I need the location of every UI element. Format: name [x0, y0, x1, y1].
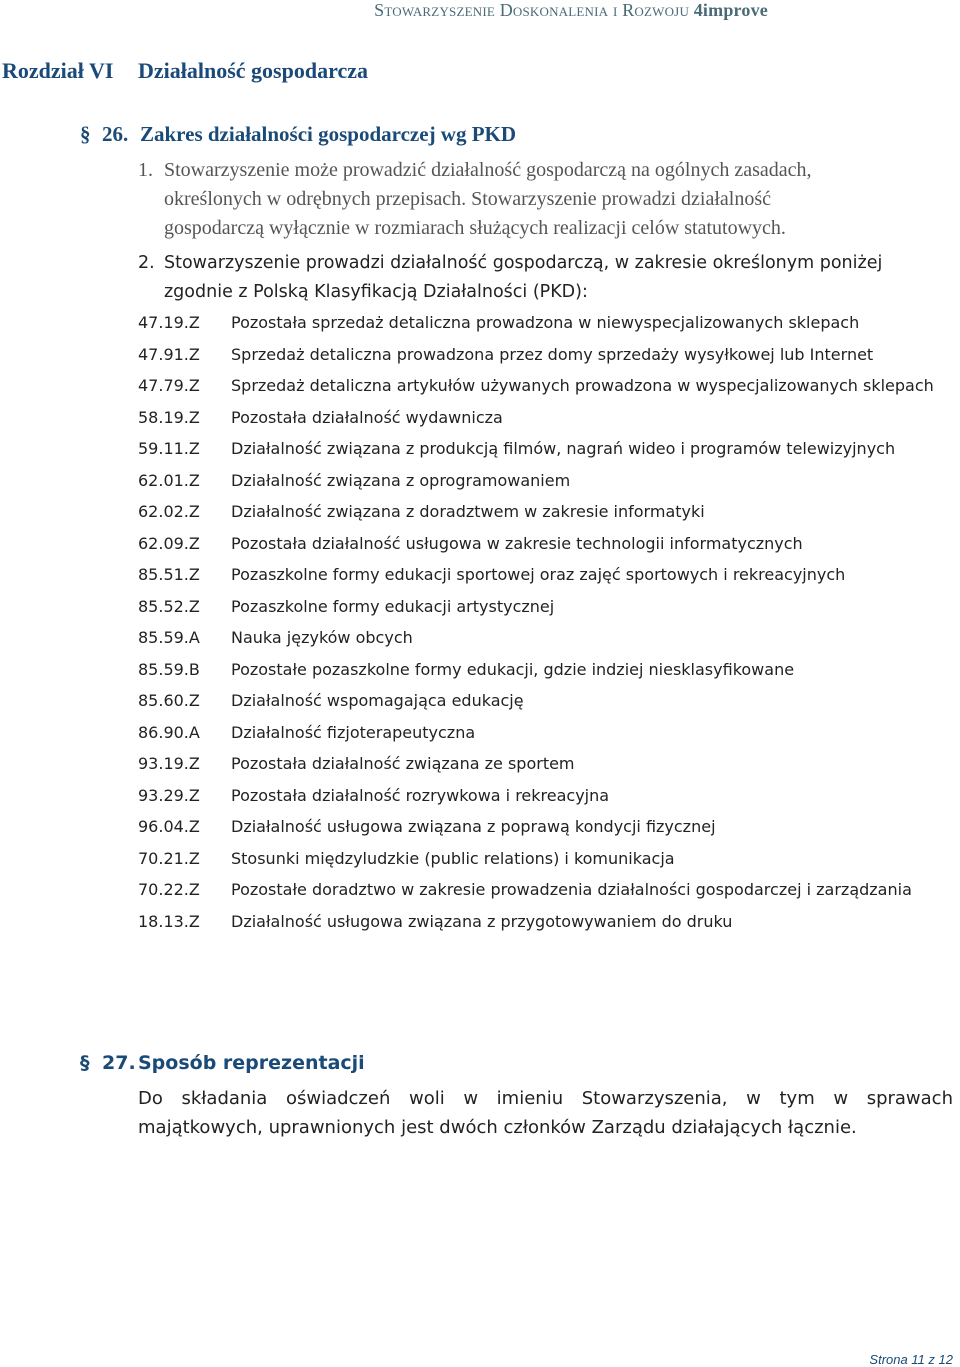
pkd-row: [138, 531, 938, 557]
chapter-title: Działalność gospodarcza: [138, 58, 368, 83]
pkd-code: 62.01.Z: [138, 470, 200, 490]
pkd-row: [138, 342, 938, 368]
section-26-paragraph-1: [138, 156, 953, 243]
pkd-row: [138, 846, 938, 872]
pkd-row: [138, 783, 938, 809]
page-header: [374, 0, 768, 21]
pkd-row: [138, 909, 938, 935]
pkd-description: Sprzedaż detaliczna prowadzona przez domy sprzedaży wysyłkowej lub Internet: [231, 344, 874, 364]
pkd-row: [138, 468, 938, 494]
header-brand: 4improve: [693, 0, 768, 20]
pkd-row: [138, 877, 938, 903]
pkd-code: 62.09.Z: [138, 533, 200, 553]
pkd-code: 62.02.Z: [138, 502, 200, 521]
pkd-code: 85.51.Z: [138, 565, 200, 584]
section-symbol: §: [80, 1052, 90, 1074]
pkd-row: [138, 310, 938, 336]
pkd-code: 85.52.Z: [138, 596, 200, 616]
paragraph-line: zgodnie z Polską Klasyfikacją Działalności (PKD):: [164, 282, 588, 302]
pkd-code-list: [138, 310, 938, 940]
paragraph-text: Stowarzyszenie prowadzi działalność gospodarczą, w zakresie określonym poniżej: [164, 253, 883, 273]
pkd-code: 70.21.Z: [138, 848, 200, 868]
pkd-code: 93.19.Z: [138, 754, 200, 773]
pkd-code: 47.91.Z: [138, 344, 200, 364]
pkd-description: Działalność wspomagająca edukację: [231, 691, 524, 710]
pkd-row: [138, 720, 938, 746]
pkd-description: Działalność usługowa związana z poprawą kondycji fizycznej: [231, 817, 716, 836]
paragraph-number: 1.: [138, 159, 153, 181]
section-title: Sposób reprezentacji: [138, 1052, 365, 1074]
paragraph-number: 2.: [138, 253, 155, 273]
paragraph-line: [138, 249, 953, 278]
pkd-row: [138, 373, 938, 399]
paragraph-line: [138, 156, 953, 185]
header-organization: Stowarzyszenie Doskonalenia i Rozwoju: [374, 0, 690, 20]
pkd-code: 47.79.Z: [138, 376, 200, 395]
pkd-row: [138, 688, 938, 714]
pkd-code: 58.19.Z: [138, 407, 200, 427]
pkd-description: Pozostałe pozaszkolne formy edukacji, gdzie indziej niesklasyfikowane: [231, 659, 795, 679]
pkd-code: 18.13.Z: [138, 911, 200, 931]
pkd-row: [138, 814, 938, 840]
pkd-description: Sprzedaż detaliczna artykułów używanych prowadzona w wyspecjalizowanych sklepach: [231, 376, 934, 395]
chapter-heading: [2, 58, 368, 84]
pkd-description: Działalność fizjoterapeutyczna: [231, 722, 476, 742]
section-number: 26.: [102, 122, 129, 146]
section-26-heading: [80, 122, 516, 147]
pkd-description: Stosunki międzyludzkie (public relations) i komunikacja: [231, 848, 675, 868]
pkd-description: Pozostała działalność usługowa w zakresie technologii informatycznych: [231, 533, 803, 553]
pkd-description: Działalność usługowa związana z przygotowywaniem do druku: [231, 911, 733, 931]
paragraph-line: gospodarczą wyłącznie w rozmiarach służących realizacji celów statutowych.: [164, 217, 786, 239]
section-26-paragraph-2: [138, 249, 953, 307]
pkd-row: [138, 499, 938, 525]
pkd-description: Działalność związana z produkcją filmów, nagrań wideo i programów telewizyjnych: [231, 439, 896, 458]
pkd-description: Działalność związana z oprogramowaniem: [231, 470, 571, 490]
pkd-row: [138, 405, 938, 431]
section-title: Zakres działalności gospodarczej wg PKD: [140, 122, 517, 146]
pkd-code: 70.22.Z: [138, 880, 200, 899]
section-number: 27.: [102, 1052, 136, 1074]
pkd-code: 86.90.A: [138, 722, 200, 742]
pkd-code: 59.11.Z: [138, 439, 200, 458]
pkd-code: 47.19.Z: [138, 313, 200, 332]
section-27-paragraph: Do składania oświadczeń woli w imieniu Stowarzyszenia, w tym w sprawach majątkowych, uprawnionych jest dwóch członków Zarządu działających łącznie.: [138, 1088, 953, 1138]
pkd-row: [138, 594, 938, 620]
pkd-code: 85.59.B: [138, 659, 200, 679]
pkd-description: Pozaszkolne formy edukacji sportowej oraz zajęć sportowych i rekreacyjnych: [231, 565, 846, 584]
pkd-description: Pozostała działalność rozrywkowa i rekreacyjna: [231, 785, 610, 805]
paragraph-line: określonych w odrębnych przepisach. Stowarzyszenie prowadzi działalność: [164, 188, 772, 210]
section-27-heading: [80, 1052, 365, 1074]
pkd-row: [138, 436, 938, 462]
pkd-row: [138, 625, 938, 651]
pkd-row: [138, 751, 938, 777]
pkd-code: 93.29.Z: [138, 785, 200, 805]
pkd-description: Pozaszkolne formy edukacji artystycznej: [231, 596, 555, 616]
section-symbol: §: [80, 122, 91, 146]
pkd-code: 96.04.Z: [138, 817, 200, 836]
pkd-row: [138, 562, 938, 588]
pkd-description: Pozostała działalność wydawnicza: [231, 407, 503, 427]
pkd-description: Działalność związana z doradztwem w zakresie informatyki: [231, 502, 705, 521]
pkd-description: Pozostała sprzedaż detaliczna prowadzona w niewyspecjalizowanych sklepach: [231, 313, 860, 332]
pkd-row: [138, 657, 938, 683]
paragraph-text: Stowarzyszenie może prowadzić działalność gospodarczą na ogólnych zasadach,: [164, 159, 812, 181]
pkd-description: Pozostałe doradztwo w zakresie prowadzenia działalności gospodarczej i zarządzania: [231, 880, 912, 899]
pkd-description: Nauka języków obcych: [231, 628, 413, 647]
pkd-code: 85.60.Z: [138, 691, 200, 710]
page-number: Strona 11 z 12: [869, 1352, 953, 1367]
pkd-code: 85.59.A: [138, 628, 200, 647]
chapter-number: Rozdział VI: [2, 58, 114, 83]
pkd-description: Pozostała działalność związana ze sportem: [231, 754, 575, 773]
